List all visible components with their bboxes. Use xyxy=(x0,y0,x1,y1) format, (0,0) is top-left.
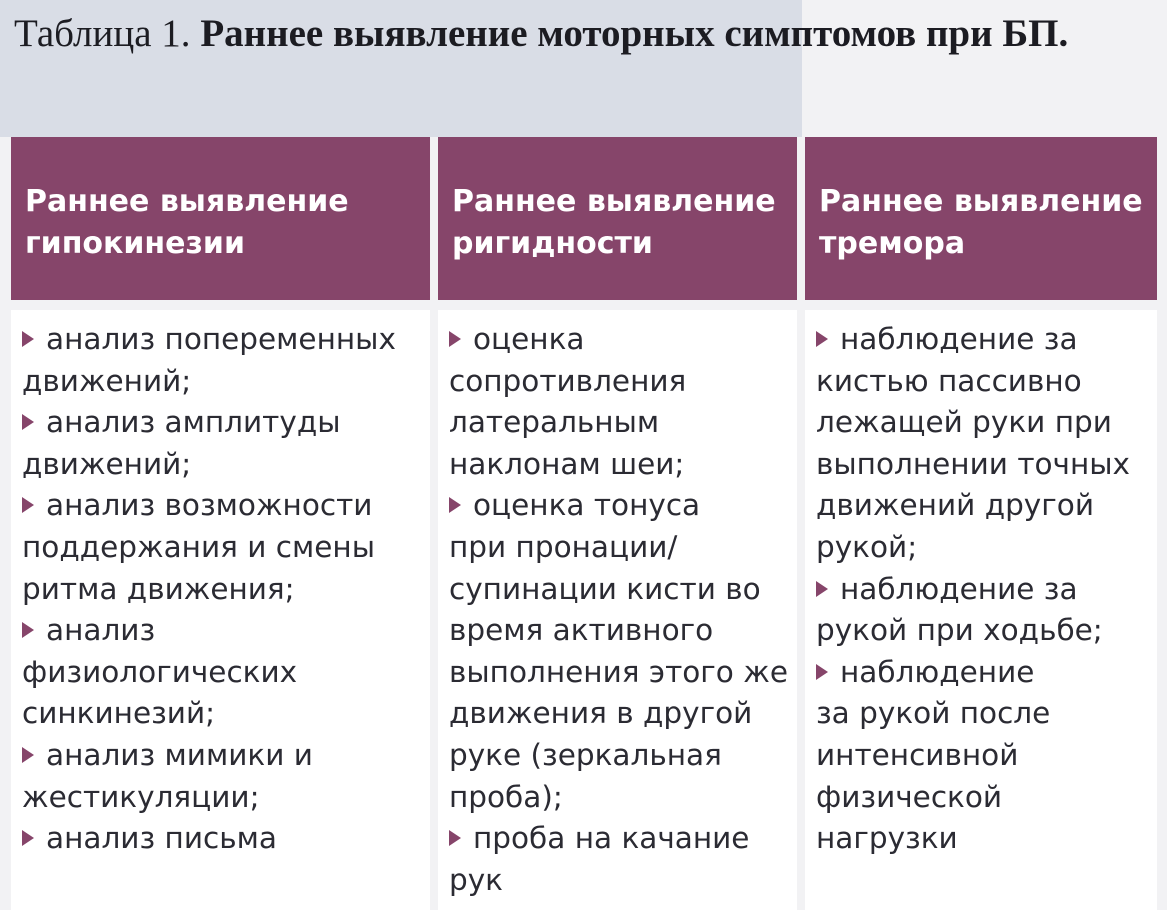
list-item-text: анализ письма xyxy=(46,821,277,856)
column-header-hypokinesia xyxy=(11,137,430,300)
list-item-text: наблюдение за xyxy=(840,571,1078,606)
list-item-line xyxy=(816,402,1153,444)
list-item-line xyxy=(816,777,1153,860)
list-item-line xyxy=(816,610,1153,652)
triangle-right-icon xyxy=(22,414,34,430)
list-item-text: кистью пассивно xyxy=(816,363,1082,398)
list-item-text: выполнении точных xyxy=(816,446,1131,481)
header-line: Раннее выявление xyxy=(452,184,776,219)
table-caption: Раннее выявление моторных симптомов при БП. xyxy=(200,12,1069,55)
triangle-right-icon xyxy=(816,664,828,680)
list-item-line xyxy=(816,485,1153,527)
list-item-line xyxy=(22,361,426,403)
list-item xyxy=(22,402,426,485)
triangle-right-icon xyxy=(449,830,461,846)
list-item-line xyxy=(449,444,793,486)
list-item-text: выполнения этого же xyxy=(449,654,788,689)
list-item-text: оценка xyxy=(473,322,585,356)
list-item-text: синкинезий; xyxy=(22,696,216,731)
column-header-tremor xyxy=(805,137,1157,300)
list-item xyxy=(449,818,793,901)
list-item-line xyxy=(816,569,1153,611)
list-item-line xyxy=(22,610,426,652)
triangle-right-icon xyxy=(22,497,34,513)
list-item-text: супинации кисти во xyxy=(449,571,761,606)
column-body-tremor xyxy=(805,310,1157,910)
list-item-line xyxy=(449,860,793,902)
list-item-line xyxy=(449,818,793,860)
list-item-line xyxy=(22,485,426,527)
list-item-text: рукой; xyxy=(816,529,918,564)
list-item-line xyxy=(22,735,426,777)
list-item-text: анализ мимики и xyxy=(46,737,313,772)
list-item-text: физиологических xyxy=(22,654,298,689)
list-item xyxy=(22,319,426,402)
triangle-right-icon xyxy=(22,331,34,347)
list-item-text: за рукой после xyxy=(816,696,1051,731)
list-item-text: наблюдение за xyxy=(840,322,1078,356)
triangle-right-icon xyxy=(816,331,828,347)
list-item-text: проба на качание xyxy=(473,821,750,856)
list-item-text: ритма движения; xyxy=(22,571,295,606)
list-item-text: движений; xyxy=(22,446,192,481)
list-item-line xyxy=(22,444,426,486)
list-item-line xyxy=(22,777,426,819)
list-item-text: физической нагрузки xyxy=(816,779,1003,856)
list-item-line xyxy=(449,569,793,611)
column-body-hypokinesia xyxy=(11,310,430,910)
list-item-text: анализ xyxy=(46,613,156,648)
list-item-text: наблюдение xyxy=(840,654,1035,689)
list-item-text: лежащей руки при xyxy=(816,405,1112,440)
header-line: Раннее выявление xyxy=(819,184,1143,219)
triangle-right-icon xyxy=(449,331,461,347)
triangle-right-icon xyxy=(449,497,461,513)
list-item-text: рук xyxy=(449,862,504,897)
list-item-text: анализ попеременных xyxy=(46,322,396,356)
list-item-line xyxy=(22,527,426,569)
column-body-rigidity xyxy=(438,310,797,910)
list-item-text: поддержания и смены xyxy=(22,529,375,564)
triangle-right-icon xyxy=(22,747,34,763)
header-line: Раннее выявление xyxy=(25,184,349,219)
list-item-text: движений другой xyxy=(816,488,1094,523)
list-item-text: рукой при ходьбе; xyxy=(816,613,1103,648)
list-item-text: анализ возможности xyxy=(46,488,373,523)
list-item-line xyxy=(816,444,1153,486)
list-item-line xyxy=(449,693,793,735)
header-line: гипокинезии xyxy=(25,226,245,261)
list-item-line xyxy=(449,777,793,819)
list-item-text: интенсивной xyxy=(816,737,1019,772)
list-item-text: оценка тонуса xyxy=(473,488,701,523)
triangle-right-icon xyxy=(22,830,34,846)
list-item-text: движения в другой xyxy=(449,696,753,731)
list-item xyxy=(22,610,426,735)
list-item-line xyxy=(22,319,426,361)
list-item-line xyxy=(816,693,1153,735)
list-item-line xyxy=(449,610,793,652)
list-item xyxy=(816,652,1153,860)
list-item-line xyxy=(816,319,1153,361)
list-item-line xyxy=(449,485,793,527)
list-item xyxy=(449,319,793,485)
list-item-line xyxy=(816,652,1153,694)
list-item-text: проба); xyxy=(449,779,563,814)
list-item-line xyxy=(449,652,793,694)
list-item xyxy=(22,485,426,610)
list-item-line xyxy=(449,527,793,569)
table-number: Таблица 1. xyxy=(14,12,201,55)
triangle-right-icon xyxy=(816,581,828,597)
triangle-right-icon xyxy=(22,622,34,638)
list-item-line xyxy=(449,735,793,777)
list-item-text: при пронации/ xyxy=(449,529,678,564)
list-item-line xyxy=(816,527,1153,569)
list-item-text: анализ амплитуды xyxy=(46,405,341,440)
list-item-line xyxy=(449,319,793,361)
list-item xyxy=(449,485,793,818)
list-item-line xyxy=(22,402,426,444)
list-item-line xyxy=(22,652,426,694)
list-item-text: латеральным xyxy=(449,405,660,440)
list-item xyxy=(22,818,426,860)
list-item xyxy=(22,735,426,818)
list-item-line xyxy=(816,735,1153,777)
table-title xyxy=(14,8,1114,60)
list-item xyxy=(816,319,1153,569)
list-item-text: руке (зеркальная xyxy=(449,737,722,772)
list-item-line xyxy=(22,569,426,611)
list-item-text: время активного xyxy=(449,613,714,648)
list-item-text: наклонам шеи; xyxy=(449,446,685,481)
list-item xyxy=(816,569,1153,652)
column-header-rigidity xyxy=(438,137,797,300)
list-item-line xyxy=(816,361,1153,403)
list-item-text: жестикуляции; xyxy=(22,779,260,814)
list-item-line xyxy=(22,818,426,860)
list-item-line xyxy=(449,361,793,403)
header-line: тремора xyxy=(819,226,966,261)
header-line: ригидности xyxy=(452,226,653,261)
list-item-text: сопротивления xyxy=(449,363,687,398)
list-item-text: движений; xyxy=(22,363,192,398)
list-item-line xyxy=(22,693,426,735)
list-item-line xyxy=(449,402,793,444)
